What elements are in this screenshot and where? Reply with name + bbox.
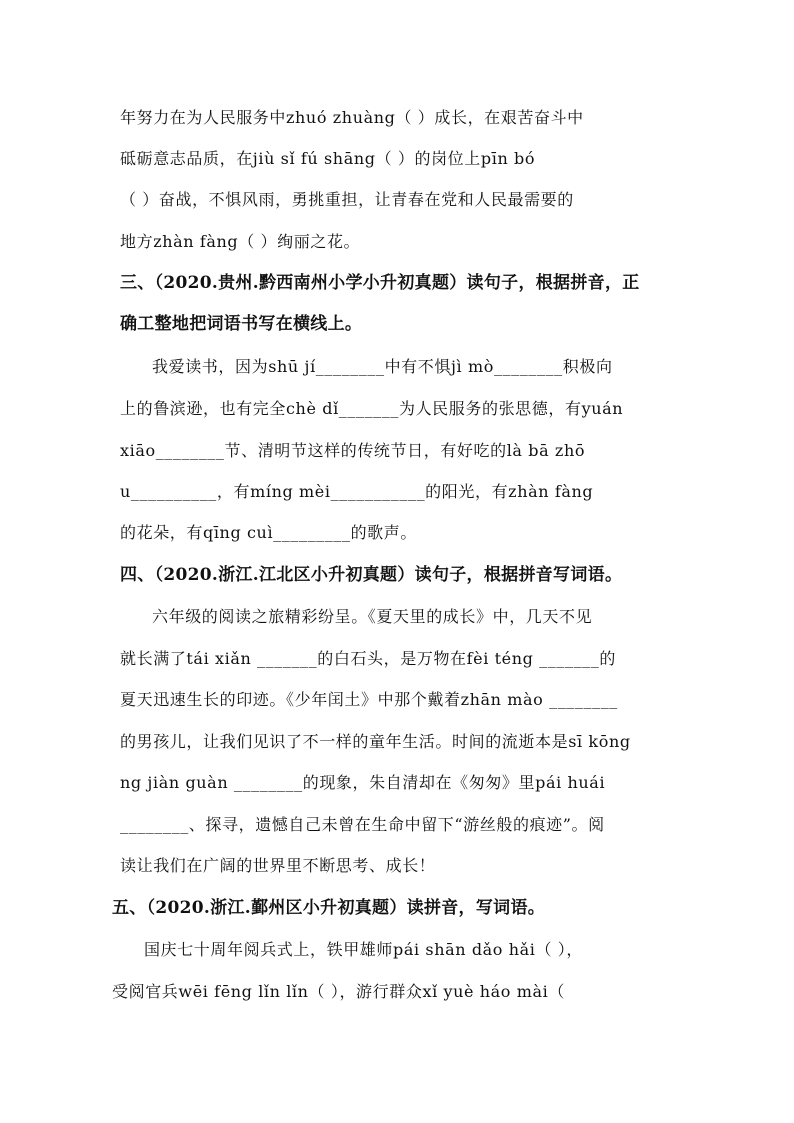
- section-3-heading: 三、（2020.贵州.黔西南州小学小升初真题）读句子，根据拼音，正: [120, 273, 640, 293]
- text-line: u__________，有míng mèi___________的阳光，有zhàn fàng: [120, 482, 594, 501]
- text-line: ng jiàn guàn ________的现象，朱自清却在《匆匆》里pái huái: [120, 773, 606, 792]
- text-line: 年努力在为人民服务中zhuó zhuàng（ ）成长，在艰苦奋斗中: [120, 108, 584, 127]
- text-line: 读让我们在广阔的世界里不断思考、成长！: [120, 856, 436, 875]
- text-line: 上的鲁滨逊，也有完全chè dǐ_______为人民服务的张思德，有yuán: [120, 399, 624, 418]
- text-line: 我爱读书，因为shū jí________中有不惧jì mò________积极向: [152, 357, 613, 376]
- text-line: ________、探寻，遗憾自己未曾在生命中留下“游丝般的痕迹”。阅: [120, 815, 605, 834]
- text-line: 国庆七十周年阅兵式上，铁甲雄师pái shān dǎo hǎi（ ），: [144, 940, 583, 959]
- section-3-heading-cont: 确工整地把词语书写在横线上。: [120, 314, 363, 334]
- section-5-heading: 五、（2020.浙江.鄞州区小升初真题）读拼音，写词语。: [112, 898, 546, 918]
- text-line: （ ）奋战，不惧风雨，勇挑重担，让青春在党和人民最需要的: [120, 190, 574, 209]
- text-line: 的花朵，有qīng cuì_________的歌声。: [120, 523, 417, 542]
- text-line: 的男孩儿，让我们见识了不一样的童年生活。时间的流逝本是sī kōng: [120, 732, 631, 751]
- section-4-heading: 四、（2020.浙江.江北区小升初真题）读句子，根据拼音写词语。: [120, 565, 623, 585]
- text-line: 六年级的阅读之旅精彩纷呈。《夏天里的成长》中，几天不见: [152, 607, 593, 626]
- text-line: 夏天迅速生长的印迹。《少年闰土》中那个戴着zhān mào ________: [120, 690, 618, 709]
- text-line: 地方zhàn fàng（ ）绚丽之花。: [120, 232, 361, 251]
- text-line: xiāo________节、清明节这样的传统节日，有好吃的là bā zhō: [120, 441, 586, 460]
- text-line: 砥砺意志品质，在jiù sǐ fú shāng（ ）的岗位上pīn bó: [120, 149, 536, 168]
- text-line: 就长满了tái xiǎn _______的白石头，是万物在fèi téng _______的: [120, 649, 616, 668]
- text-line: 受阅官兵wēi fēng lǐn lǐn（ ），游行群众xǐ yuè háo mài（: [112, 982, 565, 1001]
